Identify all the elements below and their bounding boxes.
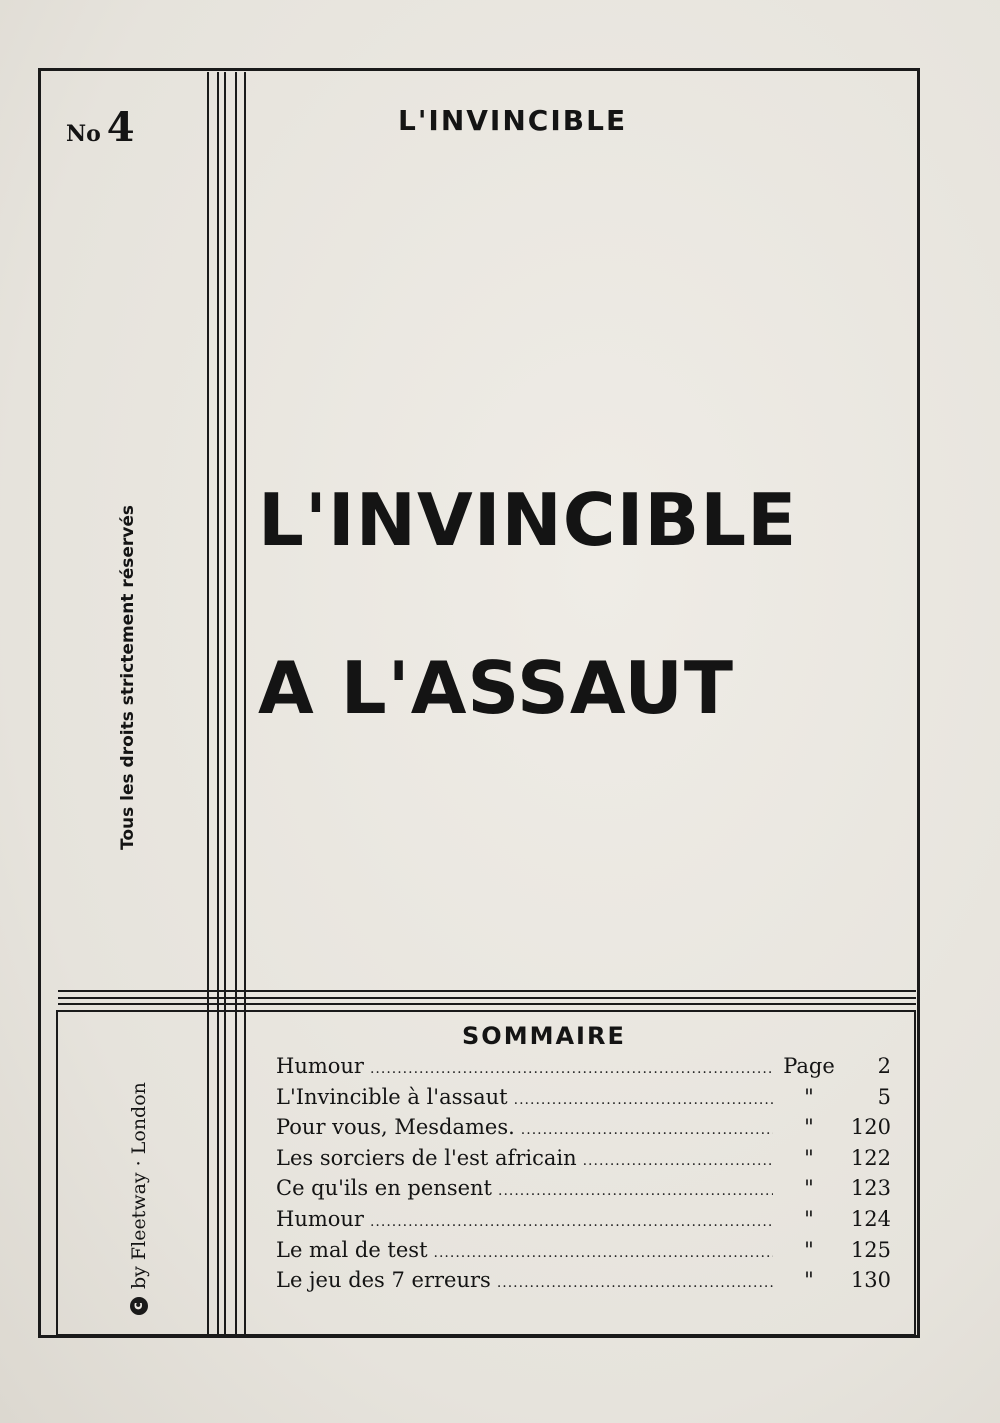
list-item (276, 1085, 891, 1116)
issue-number (66, 104, 135, 151)
toc-entry-title: Ce qu'ils en pensent (276, 1176, 492, 1201)
toc-page-number: 130 (850, 1268, 891, 1293)
toc-page-number: 125 (850, 1237, 891, 1262)
frame-rule (244, 72, 246, 1338)
toc-entry-title: Le mal de test (276, 1237, 428, 1262)
copyright-icon: c (130, 1297, 148, 1315)
frame-rule (217, 72, 219, 1338)
toc-entry-title: Humour (276, 1054, 364, 1078)
dot-leader (498, 1183, 773, 1199)
frame-rule (58, 1003, 916, 1005)
frame-rule (58, 990, 916, 992)
toc-page-label: " (804, 1237, 814, 1262)
frame-rule (56, 1334, 916, 1336)
toc-page-number: 2 (877, 1054, 891, 1078)
toc-page-label: " (804, 1206, 814, 1231)
frame-rule (56, 1010, 58, 1336)
copyright-notice (128, 1082, 150, 1315)
toc-page-number: 120 (850, 1115, 891, 1140)
list-item (276, 1268, 891, 1299)
toc-entry-title: Le jeu des 7 erreurs (276, 1268, 491, 1293)
main-title-line2: A L'ASSAUT (258, 646, 734, 730)
toc-page-label: " (804, 1115, 814, 1140)
dot-leader (583, 1153, 773, 1169)
toc-entry-title: Humour (276, 1206, 364, 1231)
list-item (276, 1207, 891, 1238)
list-item (276, 1115, 891, 1146)
list-item (276, 1054, 891, 1085)
dot-leader (434, 1245, 773, 1261)
frame-rule (235, 72, 237, 1338)
toc-page-label: " (804, 1084, 814, 1109)
list-item (276, 1176, 891, 1207)
toc-page-label: " (804, 1268, 814, 1293)
list-item (276, 1238, 891, 1269)
toc-page-number: 124 (850, 1206, 891, 1231)
dot-leader (521, 1122, 773, 1138)
toc-entry-title: Pour vous, Mesdames. (276, 1115, 515, 1140)
toc-entry-title: L'Invincible à l'assaut (276, 1084, 508, 1109)
toc-page-number: 123 (850, 1176, 891, 1201)
issue-value: 4 (106, 104, 135, 151)
list-item (276, 1146, 891, 1177)
main-title-line1: L'INVINCIBLE (258, 478, 798, 562)
frame-rule (58, 997, 916, 999)
toc-page-number: 5 (877, 1084, 891, 1109)
dot-leader (497, 1275, 773, 1291)
toc-page-number: 122 (850, 1145, 891, 1170)
dot-leader (514, 1092, 773, 1108)
toc-entry-title: Les sorciers de l'est africain (276, 1145, 577, 1170)
toc-page-label: " (804, 1176, 814, 1201)
toc-page-label: Page (783, 1054, 835, 1078)
frame-rule (207, 72, 209, 1338)
dot-leader (370, 1061, 773, 1077)
toc-page-label: " (804, 1145, 814, 1170)
issue-label: No (66, 121, 101, 147)
contents-heading: SOMMAIRE (462, 1022, 626, 1050)
frame-rule (58, 1010, 916, 1012)
dot-leader (370, 1214, 773, 1230)
frame-rule (914, 1010, 916, 1336)
running-title: L'INVINCIBLE (398, 104, 628, 137)
table-of-contents (276, 1054, 891, 1299)
copyright-text: by Fleetway · London (128, 1082, 150, 1289)
frame-rule (224, 72, 226, 1338)
rights-notice: Tous les droits strictement réservés (118, 504, 138, 850)
